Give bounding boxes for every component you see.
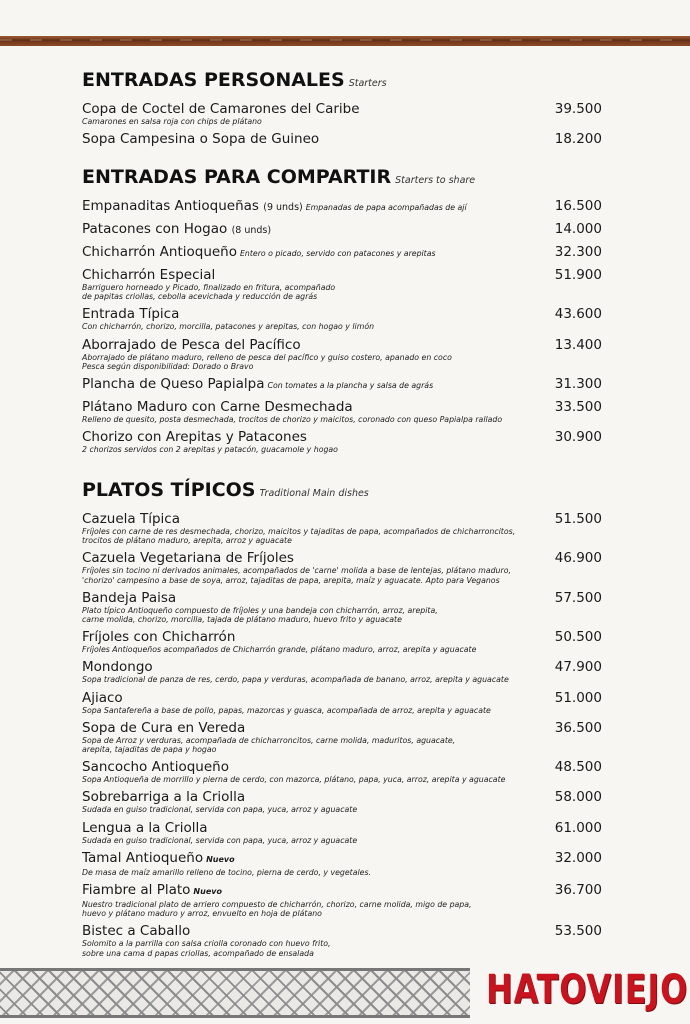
item-name-line (82, 244, 602, 262)
item-price: 36.700 (554, 882, 602, 899)
item-price: 32.000 (554, 849, 602, 866)
menu-item (82, 101, 602, 126)
item-price: 58.000 (554, 789, 602, 806)
item-inline-description: Entero o picado, servido con patacones y arepitas (240, 249, 436, 258)
item-name: Aborrajado de Pesca del Pacífico (82, 336, 301, 353)
menu-item (82, 659, 602, 684)
item-name: Ajiaco (82, 689, 123, 706)
section-subtitle: Starters to share (395, 175, 476, 186)
item-name-line (82, 820, 602, 836)
item-name: Tamal Antioqueño (82, 849, 204, 866)
menu-item (82, 759, 602, 784)
item-description: Fríjoles Antioqueños acompañados de Chicharrón grande, plátano maduro, arroz, arepita y aguacate (82, 645, 477, 655)
item-price: 43.600 (554, 306, 602, 323)
item-name-line (82, 659, 602, 675)
hatoviejo-logo: HATOVIEJO (486, 967, 689, 1013)
menu-item (82, 690, 602, 715)
item-name: Sancocho Antioqueño (82, 759, 229, 776)
menu-item (82, 720, 602, 754)
item-price: 51.900 (554, 267, 602, 283)
item-name-line (82, 923, 602, 939)
item-name: Sobrebarriga a la Criolla (82, 789, 246, 806)
item-price: 47.900 (554, 659, 602, 676)
menu-item (82, 198, 602, 216)
item-price: 33.500 (554, 399, 602, 416)
menu-item (82, 511, 602, 545)
item-description: Plato típico Antioqueño compuesto de fríjoles y una bandeja con chicharrón, arroz, arepita, carne molida, chorizo, morcilla, tajada de plátano maduro, huevo frito y aguacate (82, 605, 438, 625)
item-description: Camarones en salsa roja con chips de plátano (82, 117, 262, 126)
item-description: Sopa de Arroz y verduras, acompañada de chicharroncitos, carne molida, maduritos, aguacate, arepita, tajaditas de papa y hogao (82, 735, 456, 755)
item-name-line (82, 306, 602, 322)
item-name-line (82, 131, 602, 147)
menu-item (82, 221, 602, 239)
item-name-line (82, 337, 602, 353)
section-subtitle: Traditional Main dishes (259, 488, 369, 499)
item-name: Bistec a Caballo (82, 923, 191, 940)
item-name-line (82, 629, 602, 645)
item-description: Barriguero horneado y Picado, finalizado en fritura, acompañado de papitas criollas, cebolla acevichada y reducción de agrás (82, 283, 336, 302)
item-description: Relleno de quesito, posta desmechada, trocitos de chorizo y maicitos, coronado con queso Papialpa rallado (82, 415, 503, 425)
section-title: ENTRADAS PERSONALES (82, 69, 345, 91)
item-name: Sopa de Cura en Vereda (82, 719, 246, 736)
item-price: 51.000 (554, 689, 602, 706)
item-description: Sopa Antioqueña de morrillo y pierna de cerdo, con mazorca, plátano, papa, yuca, arroz, arepita y aguacate (82, 775, 506, 785)
item-name-line (82, 429, 602, 445)
item-price: 14.000 (554, 221, 602, 237)
menu-item (82, 306, 602, 331)
item-description: Sudada en guiso tradicional, servida con papa, yuca, arroz y aguacate (82, 835, 358, 845)
item-description: Fríjoles sin tocino ni derivados animales, acompañados de 'carne' molida a base de lentejas, plátano maduro, 'chorizo' campesino a base de soya, arroz, tajaditas de papa, arepita, maíz y aguacate. Apto para Veganos (82, 566, 511, 585)
item-name-line (82, 550, 602, 566)
item-quantity-note: (8 unds) (231, 225, 272, 236)
item-price: 36.500 (554, 719, 602, 736)
new-badge: Nuevo (206, 854, 235, 864)
item-name: Copa de Coctel de Camarones del Caribe (82, 101, 360, 117)
section-entradas-para-compartir (82, 165, 602, 454)
menu-item (82, 429, 602, 454)
item-price: 57.500 (554, 589, 602, 606)
menu-item (82, 244, 602, 262)
item-name-line (82, 101, 602, 117)
item-name: Plancha de Queso Papialpa (82, 376, 265, 393)
item-name: Entrada Típica (82, 306, 180, 323)
item-name-line (82, 789, 602, 805)
menu-item (82, 850, 602, 877)
item-price: 16.500 (554, 198, 602, 214)
section-header (82, 165, 602, 193)
item-description: Con chicharrón, chorizo, morcilla, patacones y arepitas, con hogao y limón (82, 322, 375, 332)
item-description: Aborrajado de plátano maduro, relleno de pesca del pacífico y guiso costero, apanado en coco Pesca según disponibilidad: Dorado o Bravo (82, 352, 452, 371)
menu-item (82, 131, 602, 147)
item-name: Chicharrón Antioqueño (82, 244, 237, 260)
item-price: 50.500 (554, 629, 602, 646)
item-description: Sopa Santafereña a base de pollo, papas, mazorcas y guasca, acompañada de arroz, arepita y aguacate (82, 705, 491, 715)
section-header (82, 478, 602, 506)
menu-item (82, 590, 602, 624)
item-price: 51.500 (554, 511, 602, 527)
item-name-line (82, 221, 602, 239)
menu-item (82, 923, 602, 957)
section-platos-tipicos (82, 478, 602, 958)
menu-item (82, 550, 602, 584)
item-price: 32.300 (554, 244, 602, 260)
item-name-line (82, 759, 602, 775)
item-name: Chorizo con Arepitas y Patacones (82, 429, 307, 446)
item-name-line (82, 690, 602, 706)
item-name: Plátano Maduro con Carne Desmechada (82, 399, 353, 416)
item-name: Empanaditas Antioqueñas (82, 198, 259, 214)
item-name-line (82, 267, 602, 283)
item-name: Fiambre al Plato (82, 882, 191, 899)
item-price: 46.900 (554, 550, 602, 567)
item-inline-description: Con tomates a la plancha y salsa de agrás (267, 381, 434, 391)
item-name: Bandeja Paisa (82, 589, 177, 606)
item-description: De masa de maíz amarillo relleno de tocino, pierna de cerdo, y vegetales. (82, 867, 371, 877)
item-description: Sopa tradicional de panza de res, cerdo, papa y verduras, acompañada de banano, arroz, arepita y aguacate (82, 675, 509, 685)
section-subtitle: Starters (348, 78, 387, 89)
item-name-line (82, 376, 602, 394)
item-price: 30.900 (554, 429, 602, 446)
section-title: ENTRADAS PARA COMPARTIR (82, 166, 392, 188)
item-description: 2 chorizos servidos con 2 arepitas y patacón, guacamole y hogao (82, 445, 338, 455)
item-name: Chicharrón Especial (82, 267, 216, 283)
decorative-pattern-border (0, 968, 470, 1018)
item-name-line (82, 882, 602, 900)
menu-item (82, 267, 602, 301)
item-name-line (82, 399, 602, 415)
item-name: Fríjoles con Chicharrón (82, 629, 236, 646)
top-decorative-bar (0, 36, 690, 46)
item-price: 31.300 (554, 376, 602, 393)
item-name: Lengua a la Criolla (82, 819, 208, 836)
item-name: Sopa Campesina o Sopa de Guineo (82, 131, 320, 148)
menu-item (82, 820, 602, 845)
menu-item (82, 376, 602, 394)
item-description: Fríjoles con carne de res desmechada, chorizo, maicitos y tajaditas de papa, acompañados de chicharroncitos, trocitos de plátano maduro, arepita, arroz y aguacate (82, 527, 516, 546)
item-description: Solomito a la parrilla con salsa criolla coronado con huevo frito, sobre una cama d papas criollas, acompañado de ensalada (82, 939, 331, 958)
item-name-line (82, 720, 602, 736)
item-description: Nuestro tradicional plato de arriero compuesto de chicharrón, chorizo, carne molida, migo de papa, huevo y plátano maduro y arroz, envuelto en hoja de plátano (82, 900, 472, 919)
item-name: Cazuela Vegetariana de Fríjoles (82, 550, 294, 567)
section-title: PLATOS TÍPICOS (82, 479, 256, 501)
new-badge: Nuevo (193, 887, 222, 897)
item-price: 39.500 (554, 101, 602, 117)
menu-item (82, 882, 602, 918)
item-inline-description: Empanadas de papa acompañadas de ají (305, 203, 467, 212)
item-name: Cazuela Típica (82, 511, 180, 527)
section-header (82, 68, 602, 96)
item-description: Sudada en guiso tradicional, servida con papa, yuca, arroz y aguacate (82, 805, 358, 815)
section-entradas-personales (82, 68, 602, 147)
item-name: Mondongo (82, 659, 153, 676)
item-name-line (82, 850, 602, 868)
menu-item (82, 399, 602, 424)
menu-item (82, 629, 602, 654)
item-price: 61.000 (554, 819, 602, 836)
item-price: 13.400 (554, 336, 602, 353)
item-name-line (82, 198, 602, 216)
item-price: 53.500 (554, 923, 602, 940)
menu-item (82, 789, 602, 814)
menu-item (82, 337, 602, 371)
item-price: 18.200 (554, 131, 602, 148)
item-name-line (82, 511, 602, 527)
item-price: 48.500 (554, 759, 602, 776)
item-quantity-note: (9 unds) (263, 202, 303, 213)
item-name: Patacones con Hogao (82, 221, 228, 237)
item-name-line (82, 590, 602, 606)
